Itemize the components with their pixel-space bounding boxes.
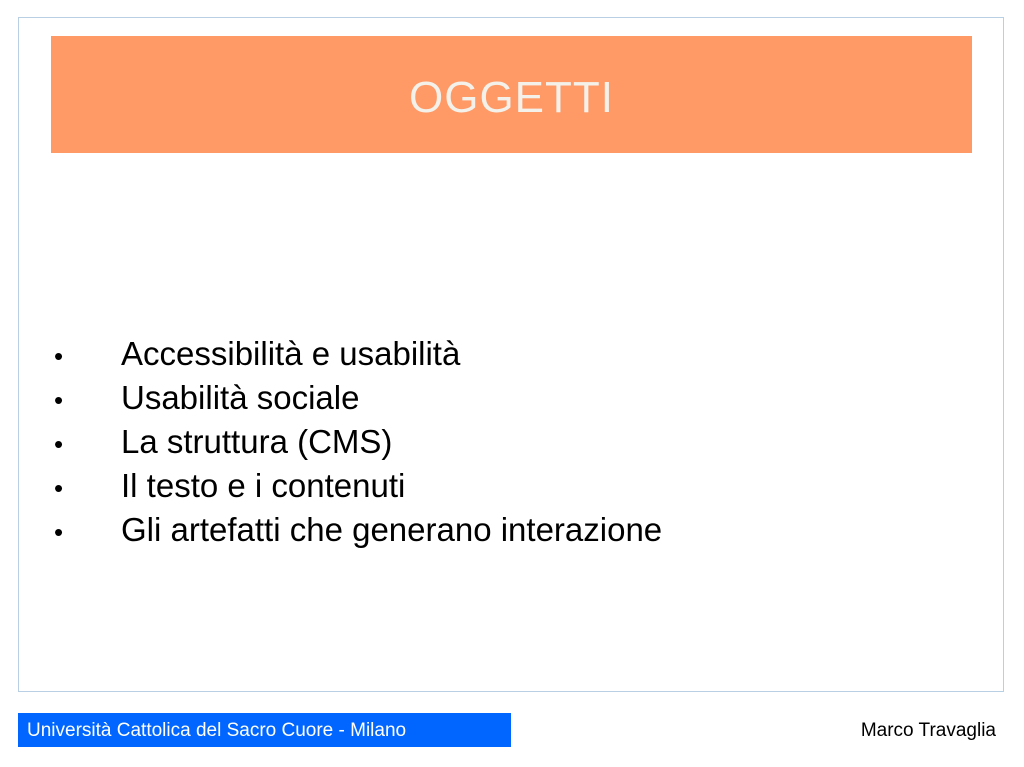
bullet-text: Il testo e i contenuti xyxy=(121,467,406,504)
bullet-text: Gli artefatti che generano interazione xyxy=(121,511,663,548)
bullet-icon: • xyxy=(54,385,64,415)
bullet-item xyxy=(46,420,662,464)
bullet-icon: • xyxy=(54,473,64,503)
bullet-item xyxy=(46,508,662,552)
bullet-item xyxy=(46,464,662,508)
bullet-text: Accessibilità e usabilità xyxy=(121,335,461,372)
bullet-item xyxy=(46,376,662,420)
title-band xyxy=(51,36,972,153)
bullet-icon: • xyxy=(54,341,64,371)
bullet-item xyxy=(46,332,662,376)
bullet-icon: • xyxy=(54,517,64,547)
footer-author: Marco Travaglia xyxy=(860,720,996,741)
bullet-text: Usabilità sociale xyxy=(121,379,360,416)
bullet-text: La struttura (CMS) xyxy=(121,423,393,460)
bullet-list xyxy=(46,332,662,552)
footer-institution: Università Cattolica del Sacro Cuore - Milano xyxy=(18,713,511,747)
slide-title: OGGETTI xyxy=(409,72,614,122)
bullet-icon: • xyxy=(54,429,64,459)
